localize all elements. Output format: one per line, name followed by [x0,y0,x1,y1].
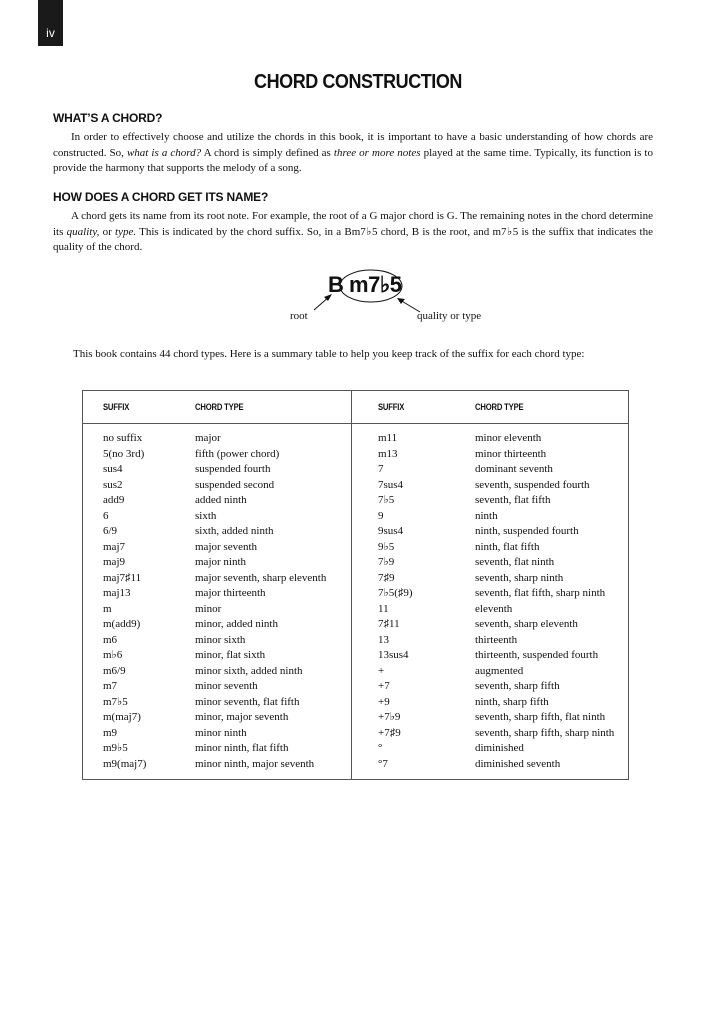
left-chord-type-header: CHORD TYPE [195,402,244,412]
chord-suffix-cell: sus4 [103,463,123,475]
root-note: B [328,272,344,297]
chord-symbol [328,272,401,298]
chord-suffix-cell: no suffix [103,432,143,444]
chord-type-cell: diminished seventh [475,757,561,770]
chord-type-cell: eleventh [475,602,513,615]
chord-suffix-cell: m11 [378,432,398,444]
chord-type-cell: sixth, added ninth [195,525,274,537]
chord-suffix-cell: +9 [378,695,390,708]
chord-suffix-cell: ° [378,742,383,754]
chord-suffix-cell: 7♭5(♯9) [378,587,413,599]
chord-type-cell: seventh, flat ninth [475,556,555,568]
left-suffix-header: SUFFIX [103,402,130,412]
chord-suffix-cell: 7♭5 [378,494,395,506]
text-run: In order to effectively choose and utilize the chords in this book, it is important to have a basic understanding of how chords are constructed. So, [53,131,653,159]
chord-type-table [82,390,629,780]
page-number-tab [38,0,63,46]
chord-suffix-cell: 13sus4 [378,649,409,661]
chord-suffix-cell: 7♯9 [378,571,395,584]
chord-type-cell: seventh, flat fifth, sharp ninth [475,587,606,599]
chord-suffix-cell: m9♭5 [103,742,128,754]
emphasis-text: type. [115,225,137,238]
chord-suffix-cell: m6/9 [103,664,126,677]
chord-type-cell: ninth, suspended fourth [475,525,579,537]
chord-type-cell: seventh, suspended fourth [475,478,590,491]
chord-type-cell: ninth [475,509,498,522]
summary-text: This book contains 44 chord types. Here is a summary table to help you keep track of the suffix for each chord type: [73,348,585,360]
chord-type-cell: minor eleventh [475,432,542,444]
root-label: root [290,310,308,322]
section-paragraph-whats-a-chord [53,130,653,177]
chord-suffix-cell: m [103,602,112,615]
chord-type-cell: thirteenth [475,633,518,646]
section-paragraph-chord-name [53,209,653,256]
chord-suffix-cell: maj9 [103,556,125,568]
chord-suffix-cell: +7♭9 [378,711,401,723]
chord-type-cell: suspended second [195,478,275,491]
chord-type-cell: seventh, sharp eleventh [475,618,578,630]
chord-type-cell: suspended fourth [195,463,271,475]
chord-type-cell: seventh, sharp fifth, flat ninth [475,711,606,723]
emphasis-text: quality, [66,225,100,238]
chord-type-cell: fifth (power chord) [195,447,280,460]
chord-type-cell: minor, major seventh [195,711,289,723]
chord-type-cell: minor seventh, flat fifth [195,695,300,708]
chord-type-cell: major ninth [195,556,247,568]
chord-suffix-cell: m9(maj7) [103,757,147,770]
chord-suffix-cell: 5(no 3rd) [103,447,145,460]
chord-type-cell: major seventh [195,540,258,553]
chord-suffix-cell: m13 [378,447,398,460]
section-heading-whats-a-chord: WHAT’S A CHORD? [53,111,163,125]
chord-type-cell: minor ninth, major seventh [195,757,315,770]
page-number: iv [46,26,55,40]
chord-suffix-cell: 7♯11 [378,618,400,630]
quality-label: quality or type [417,310,482,322]
text-run: played at the same time. Typically, its function is to provide the harmony that supports the melody of a song. [53,146,653,174]
chord-suffix-cell: 7♭9 [378,556,395,568]
chord-type-cell: thirteenth, suspended fourth [475,649,599,661]
chord-suffix: m7♭5 [349,272,402,297]
chord-type-cell: minor seventh [195,680,258,692]
chord-suffix-cell: sus2 [103,478,123,491]
chord-type-cell: seventh, sharp fifth, sharp ninth [475,726,615,739]
chord-suffix-cell: maj7 [103,540,125,553]
chord-type-cell: sixth [195,509,217,522]
quality-arrowhead [397,298,405,304]
text-run: This is indicated by the chord suffix. So, in a Bm7♭5 chord, B is the root, and m7♭5 is the suffix that indicates the quality of the chord. [53,225,653,253]
chord-suffix-cell: add9 [103,494,125,506]
chord-type-cell: major seventh, sharp eleventh [195,571,327,584]
chord-type-cell: ninth, flat fifth [475,540,540,553]
chord-type-cell: minor ninth, flat fifth [195,742,289,754]
text-run: A chord is simply defined as [201,146,334,159]
chord-suffix-cell: m♭6 [103,649,123,661]
table-column-divider [351,391,352,779]
emphasis-text: what is a chord? [126,146,202,159]
chord-type-cell: seventh, flat fifth [475,494,551,506]
section-heading-chord-name: HOW DOES A CHORD GET ITS NAME? [53,190,269,204]
table-header-rule [83,423,628,424]
chord-suffix-cell: 9sus4 [378,525,404,537]
chord-suffix-cell: m7 [103,680,118,692]
chord-suffix-cell: 7 [378,463,384,475]
chord-suffix-cell: m6 [103,633,118,646]
chord-suffix-cell: m(add9) [103,618,141,630]
chord-type-cell: seventh, sharp ninth [475,571,564,584]
chord-suffix-cell: m7♭5 [103,695,128,708]
chord-suffix-cell: 9 [378,509,384,522]
chord-type-cell: minor, added ninth [195,618,278,630]
text-run: or [99,225,116,238]
chord-type-cell: ninth, sharp fifth [475,695,549,708]
chord-type-cell: major [195,432,221,444]
emphasis-text: three or more notes [333,146,421,159]
chord-suffix-cell: 7sus4 [378,478,404,491]
chord-suffix-cell: +7♯9 [378,726,401,739]
chord-suffix-cell: 9♭5 [378,540,395,553]
chord-suffix-cell: 13 [378,633,389,646]
text-run: A chord gets its name from its root note. For example, the root of a G major chord is G. The remaining notes in the chord determine its [53,210,653,238]
chord-suffix-cell: + [378,664,385,677]
chord-type-cell: augmented [475,664,524,677]
page-title: CHORD CONSTRUCTION [254,71,462,93]
chord-suffix-cell: m(maj7) [103,711,141,723]
chord-type-cell: dominant seventh [475,463,553,475]
right-chord-type-header: CHORD TYPE [475,402,524,412]
chord-type-cell: minor thirteenth [475,447,547,460]
chord-type-cell: minor ninth [195,726,247,739]
chord-suffix-cell: maj13 [103,587,131,599]
chord-type-cell: major thirteenth [195,587,266,599]
chord-type-cell: seventh, sharp fifth [475,680,560,692]
chord-type-cell: diminished [475,742,524,754]
left-suffix-column [103,431,146,772]
chord-name-diagram [280,268,500,328]
chord-type-cell: minor sixth [195,633,246,646]
chord-suffix-cell: +7 [378,680,390,692]
chord-type-cell: added ninth [195,494,247,506]
left-chord-type-column [195,431,326,772]
chord-suffix-cell: m9 [103,726,118,739]
chord-suffix-cell: 6/9 [103,525,118,537]
chord-type-cell: minor sixth, added ninth [195,664,303,677]
chord-suffix-cell: 6 [103,509,109,522]
chord-type-cell: minor [195,602,222,615]
right-chord-type-column [475,431,614,772]
right-suffix-header: SUFFIX [378,402,405,412]
chord-suffix-cell: 11 [378,602,389,615]
chord-suffix-cell: °7 [378,757,388,770]
chord-type-cell: minor, flat sixth [195,649,266,661]
right-suffix-column [378,431,413,772]
chord-suffix-cell: maj7♯11 [103,571,142,584]
